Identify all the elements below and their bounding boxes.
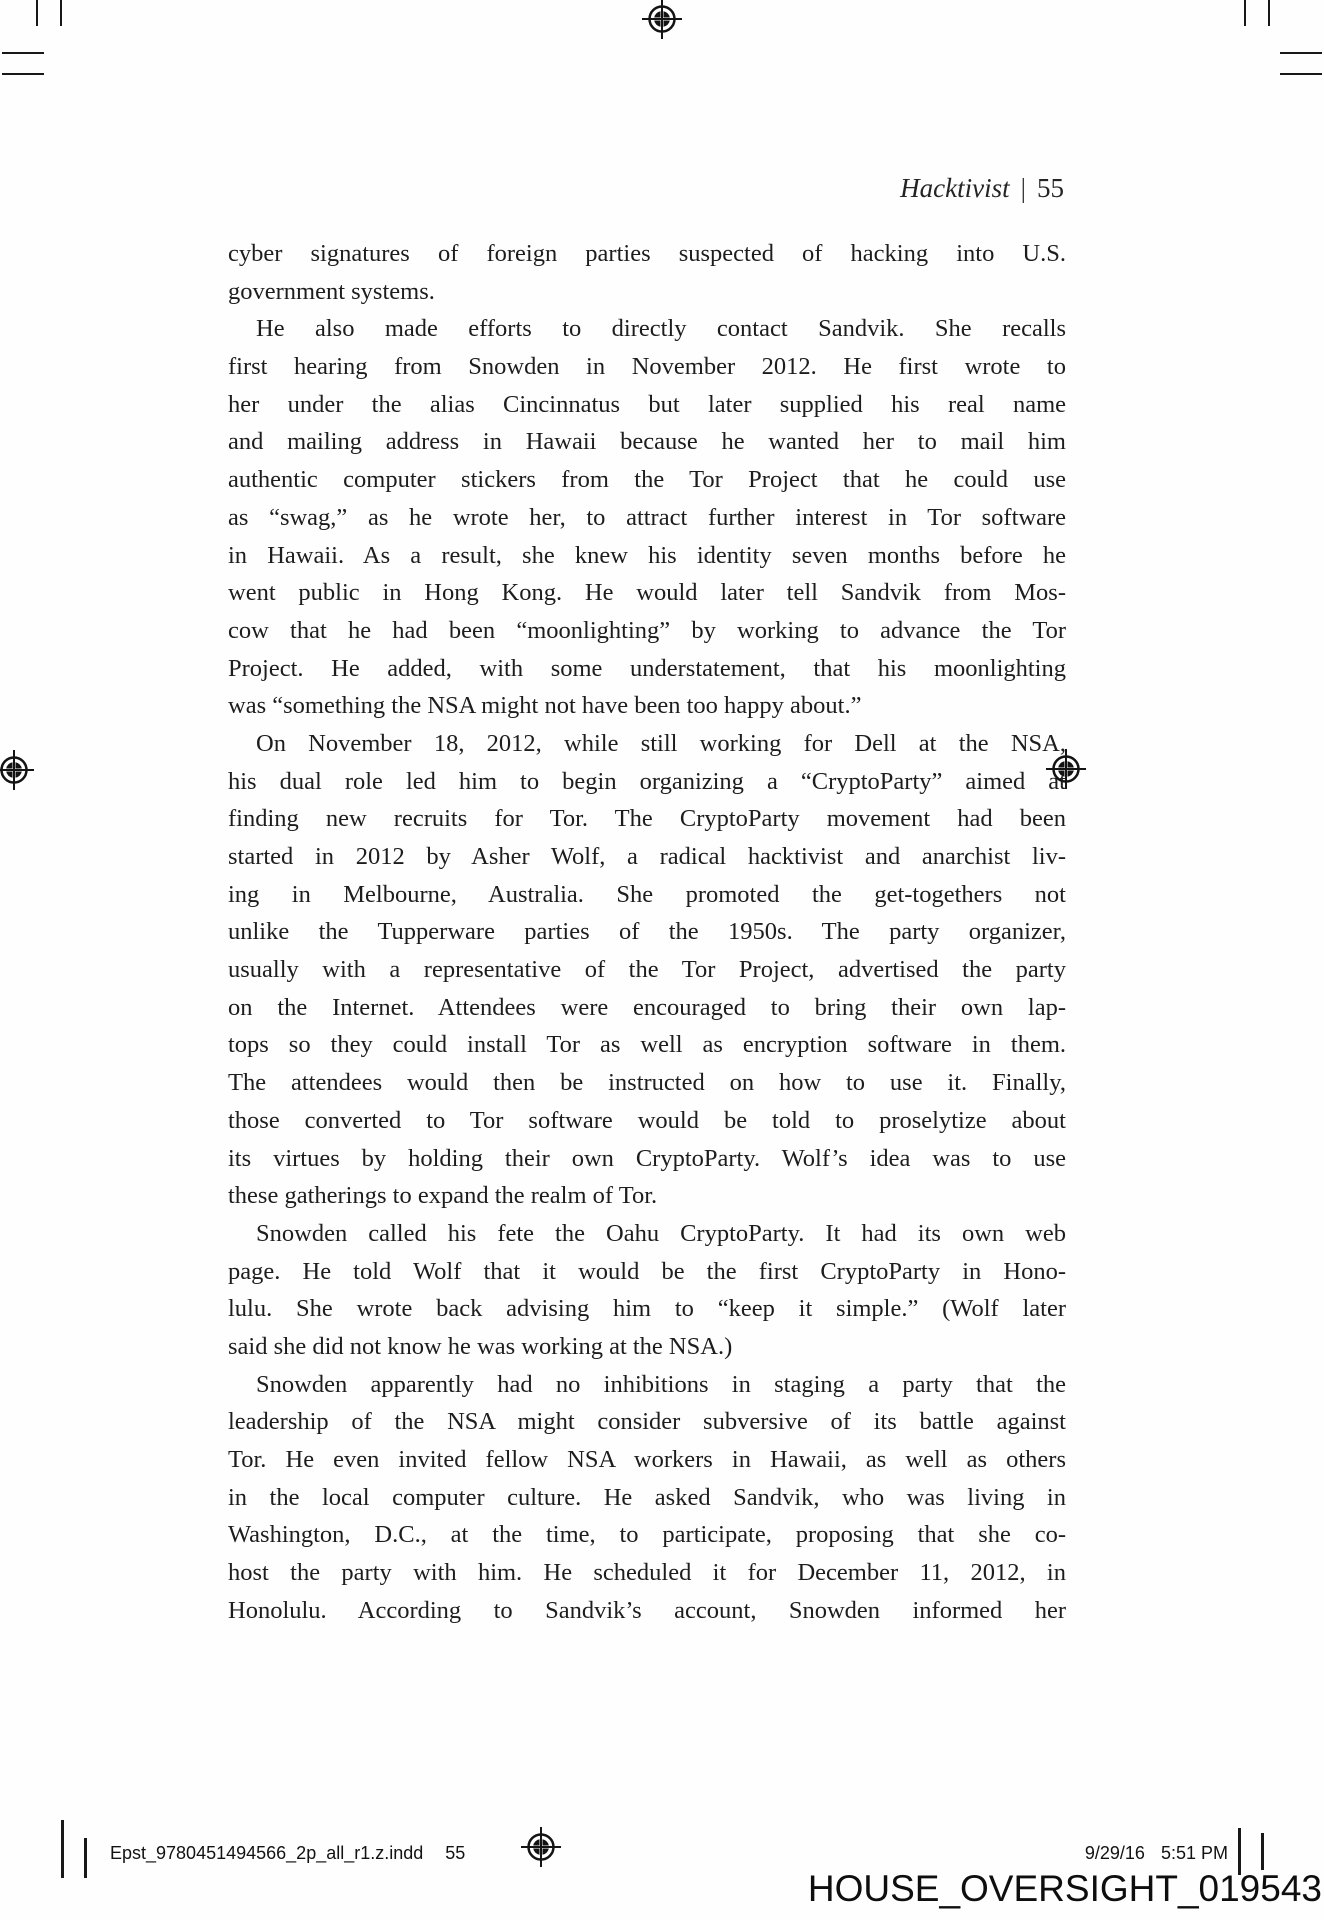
- text-line: Washington, D.C., at the time, to participate, proposing that she co-: [228, 1521, 1066, 1549]
- text-line: On November 18, 2012, while still working for Dell at the NSA,: [256, 729, 1066, 757]
- footer-filename: Epst_9780451494566_2p_all_r1.z.indd: [110, 1843, 424, 1863]
- crop-mark-bottom-left-v1: [61, 1820, 64, 1878]
- crop-mark-top-left-h1: [2, 52, 44, 54]
- text-line: these gatherings to expand the realm of Tor.: [228, 1182, 658, 1210]
- crop-mark-bottom-left-v2: [84, 1838, 87, 1878]
- text-line: Snowden called his fete the Oahu CryptoParty. It had its own web: [256, 1219, 1066, 1247]
- text-line: host the party with him. He scheduled it for December 11, 2012, in: [228, 1559, 1066, 1587]
- text-line: in Hawaii. As a result, she knew his identity seven months before he: [228, 541, 1066, 569]
- text-line: said she did not know he was working at the NSA.): [228, 1332, 733, 1360]
- running-head-title: Hacktivist: [900, 173, 1010, 203]
- footer-slug-left: [110, 1843, 465, 1864]
- crop-mark-top-right-h2: [1280, 73, 1322, 75]
- running-head-separator: |: [1020, 173, 1026, 203]
- crop-mark-top-right-v1: [1244, 0, 1246, 26]
- page-number: 55: [1037, 173, 1064, 203]
- text-line: went public in Hong Kong. He would later tell Sandvik from Mos-: [228, 579, 1066, 607]
- registration-target-top: [642, 0, 682, 39]
- text-line: cow that he had been “moonlighting” by working to advance the Tor: [228, 616, 1066, 644]
- footer-time: 5:51 PM: [1160, 1843, 1228, 1863]
- text-line: Honolulu. According to Sandvik’s account, Snowden informed her: [228, 1596, 1066, 1624]
- text-line: page. He told Wolf that it would be the first CryptoParty in Hono-: [228, 1257, 1066, 1285]
- crop-mark-bottom-right-v2: [1261, 1833, 1264, 1870]
- text-line: Tor. He even invited fellow NSA workers in Hawaii, as well as others: [228, 1446, 1066, 1473]
- crop-mark-top-left-h2: [2, 73, 44, 75]
- text-line: her under the alias Cincinnatus but later supplied his real name: [228, 390, 1066, 418]
- registration-target-left: [0, 750, 34, 790]
- text-line: his dual role led him to begin organizing a “CryptoParty” aimed at: [228, 767, 1066, 795]
- footer-date: 9/29/16: [1084, 1843, 1145, 1863]
- text-line: ing in Melbourne, Australia. She promoted the get-togethers not: [228, 880, 1066, 908]
- running-head: [900, 173, 1064, 204]
- text-line: in the local computer culture. He asked Sandvik, who was living in: [228, 1483, 1066, 1511]
- text-line: government systems.: [228, 277, 435, 305]
- footer-folio-number: 55: [445, 1843, 466, 1863]
- text-line: those converted to Tor software would be told to proselytize about: [228, 1106, 1066, 1134]
- text-line: tops so they could install Tor as well as encryption software in them.: [228, 1031, 1066, 1059]
- text-line: finding new recruits for Tor. The CryptoParty movement had been: [228, 805, 1066, 833]
- crop-mark-top-left-v2: [60, 0, 62, 26]
- crop-mark-top-right-v2: [1268, 0, 1270, 26]
- text-line: unlike the Tupperware parties of the 1950s. The party organizer,: [228, 918, 1066, 946]
- text-line: as “swag,” as he wrote her, to attract further interest in Tor software: [228, 503, 1066, 531]
- text-line: Snowden apparently had no inhibitions in staging a party that the: [256, 1370, 1066, 1398]
- text-line: He also made efforts to directly contact Sandvik. She recalls: [256, 315, 1066, 343]
- text-line: usually with a representative of the Tor Project, advertised the party: [228, 956, 1066, 984]
- text-line: lulu. She wrote back advising him to “keep it simple.” (Wolf later: [228, 1295, 1066, 1323]
- text-line: authentic computer stickers from the Tor Project that he could use: [228, 466, 1066, 494]
- body-text: [228, 235, 1066, 1629]
- footer-slug-right: [1085, 1843, 1228, 1864]
- text-line: its virtues by holding their own CryptoParty. Wolf’s idea was to use: [228, 1144, 1066, 1172]
- text-line: first hearing from Snowden in November 2012. He first wrote to: [228, 353, 1066, 381]
- text-line: started in 2012 by Asher Wolf, a radical hacktivist and anarchist liv-: [228, 843, 1066, 870]
- registration-target-bottom: [521, 1827, 561, 1867]
- bates-stamp: HOUSE_OVERSIGHT_019543: [807, 1868, 1322, 1909]
- crop-mark-top-right-h1: [1280, 52, 1322, 54]
- text-line: on the Internet. Attendees were encouraged to bring their own lap-: [228, 993, 1066, 1021]
- text-line: leadership of the NSA might consider subversive of its battle against: [228, 1408, 1066, 1436]
- text-line: The attendees would then be instructed on how to use it. Finally,: [228, 1069, 1066, 1097]
- text-line: cyber signatures of foreign parties suspected of hacking into U.S.: [228, 240, 1066, 267]
- text-line: and mailing address in Hawaii because he wanted her to mail him: [228, 428, 1066, 456]
- text-line: Project. He added, with some understatement, that his moonlighting: [228, 654, 1066, 682]
- crop-mark-top-left-v1: [36, 0, 38, 26]
- text-line: was “something the NSA might not have been too happy about.”: [228, 692, 862, 720]
